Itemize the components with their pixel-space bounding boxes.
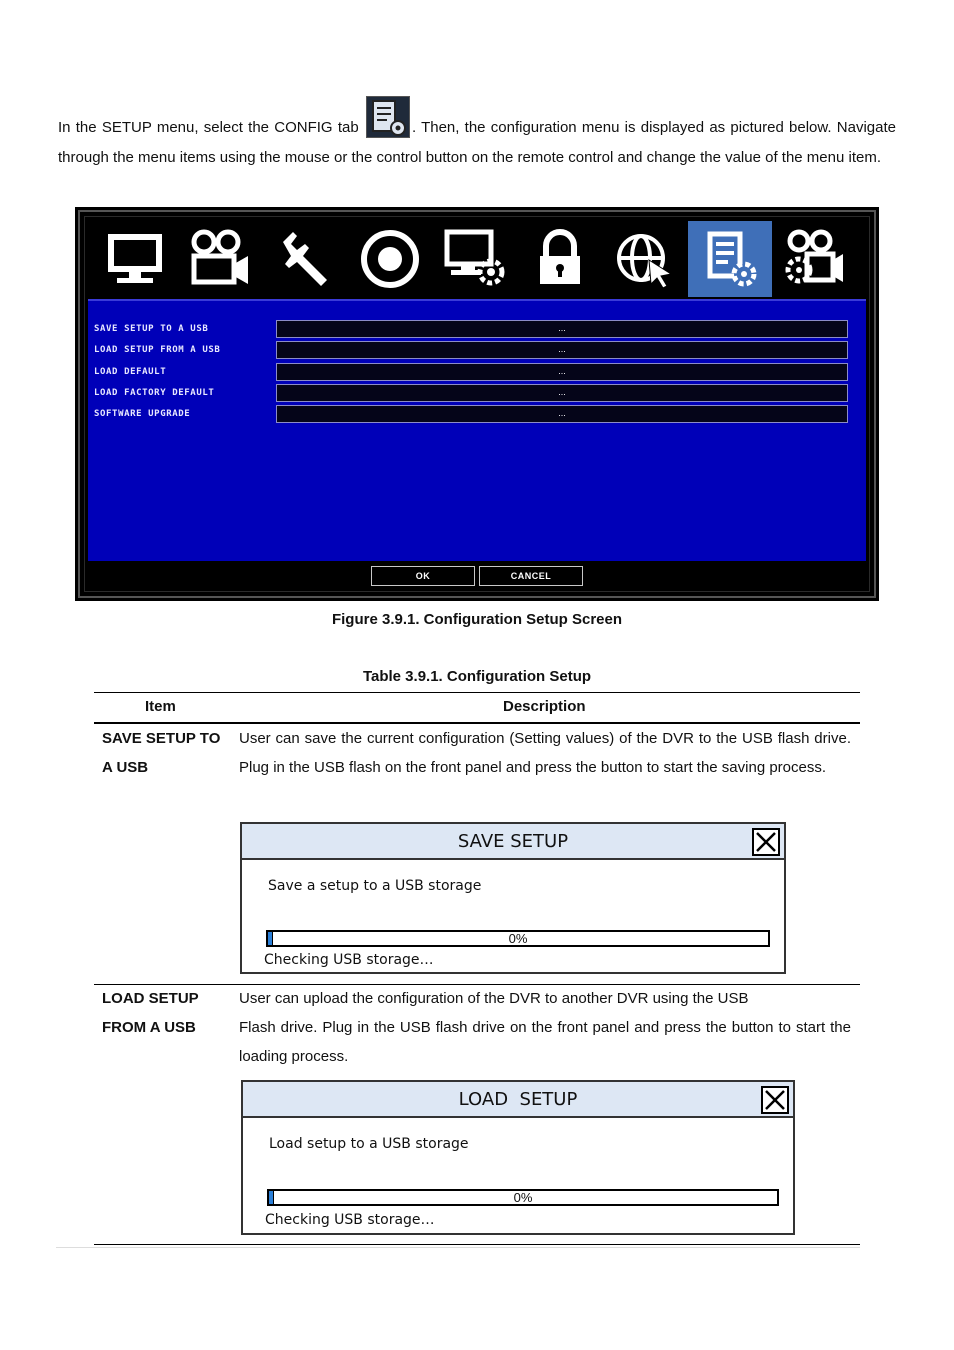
dialog-title: SAVE SETUP	[242, 824, 784, 860]
item-line: A USB	[102, 759, 149, 776]
menu-label: SOFTWARE UPGRADE	[94, 409, 191, 419]
close-button[interactable]	[761, 1086, 789, 1114]
menu-row-load-factory-default	[94, 384, 849, 402]
network-tab[interactable]	[603, 221, 687, 297]
security-tab[interactable]	[518, 221, 602, 297]
wrench-icon	[273, 228, 337, 290]
menu-label: LOAD FACTORY DEFAULT	[94, 388, 215, 398]
ok-button[interactable]: OK	[371, 566, 475, 586]
camera-icon	[188, 228, 252, 290]
menu-value-button[interactable]: ...	[276, 363, 848, 381]
header-description: Description	[503, 698, 586, 715]
camera-tab[interactable]	[178, 221, 262, 297]
table-caption: Table 3.9.1. Configuration Setup	[362, 668, 592, 685]
menu-label: LOAD SETUP FROM A USB	[94, 345, 221, 355]
intro-text-1: In the SETUP menu, select the CONFIG tab	[58, 119, 364, 136]
menu-value-button[interactable]: ...	[276, 320, 848, 338]
page-footer-rule	[56, 1247, 860, 1248]
row-desc-load-setup	[239, 984, 851, 1071]
close-icon	[763, 1088, 787, 1112]
load-setup-dialog	[241, 1080, 795, 1235]
setup-tab-bar	[85, 217, 869, 299]
config-tab-icon	[366, 96, 410, 138]
record-tab[interactable]	[348, 221, 432, 297]
menu-row-load-default	[94, 363, 849, 381]
system-icon	[443, 228, 507, 290]
intro-text-2: . Then, the configuration menu is displayed as pictured below. Navigate through the menu items using the mouse or the control button on the remote control and change the value of the menu item.	[58, 119, 897, 166]
progress-bar	[266, 930, 770, 947]
menu-value-button[interactable]: ...	[276, 405, 848, 423]
row-item-load-setup	[102, 984, 227, 1042]
close-icon	[754, 830, 778, 854]
display-tab[interactable]	[93, 221, 177, 297]
dialog-status: Checking USB storage…	[265, 1212, 435, 1228]
row-item-save-setup	[102, 724, 227, 782]
progress-label: 0%	[508, 931, 528, 946]
close-button[interactable]	[752, 828, 780, 856]
menu-row-load-setup	[94, 341, 849, 359]
desc-line: User can upload the configuration of the DVR to another DVR using the USB	[239, 990, 749, 1007]
menu-label: SAVE SETUP TO A USB	[94, 324, 209, 334]
menu-value-button[interactable]: ...	[276, 384, 848, 402]
event-icon	[783, 228, 847, 290]
config-menu-area	[88, 299, 866, 575]
config-icon	[698, 228, 762, 290]
dialog-button-bar	[88, 561, 866, 591]
item-line: FROM A USB	[102, 1019, 196, 1036]
display-icon	[103, 228, 167, 290]
table-bottom-rule	[94, 1244, 860, 1245]
menu-row-save-setup	[94, 320, 849, 338]
intro-paragraph	[58, 96, 896, 172]
dialog-status: Checking USB storage…	[264, 952, 434, 968]
item-line: SAVE SETUP TO	[102, 730, 221, 747]
menu-label: LOAD DEFAULT	[94, 367, 167, 377]
menu-row-software-upgrade	[94, 405, 849, 423]
dvr-config-screen	[75, 207, 879, 601]
device-tab[interactable]	[263, 221, 347, 297]
dialog-message: Load setup to a USB storage	[269, 1136, 469, 1152]
table-top-rule	[94, 692, 860, 693]
desc-rest: Flash drive. Plug in the USB flash drive on the front panel and press the button to start the loading process.	[239, 1019, 851, 1065]
dvr-inner	[84, 216, 870, 592]
network-icon	[613, 228, 677, 290]
progress-bar	[267, 1189, 779, 1206]
system-tab[interactable]	[433, 221, 517, 297]
event-tab[interactable]	[773, 221, 857, 297]
dialog-title: LOAD SETUP	[243, 1082, 793, 1118]
cancel-button[interactable]: CANCEL	[479, 566, 583, 586]
menu-value-button[interactable]: ...	[276, 341, 848, 359]
progress-label: 0%	[513, 1190, 533, 1205]
record-icon	[358, 228, 422, 290]
lock-icon	[528, 228, 592, 290]
dialog-message: Save a setup to a USB storage	[268, 878, 482, 894]
row-desc-save-setup: User can save the current configuration (Setting values) of the DVR to the USB flash drive. Plug in the USB flash on the front panel and press the button to start the saving process.	[239, 730, 851, 776]
item-line: LOAD SETUP	[102, 990, 199, 1007]
header-item: Item	[145, 698, 176, 715]
config-tab[interactable]	[688, 221, 772, 297]
figure-caption: Figure 3.9.1. Configuration Setup Screen	[331, 611, 623, 628]
save-setup-dialog	[240, 822, 786, 974]
